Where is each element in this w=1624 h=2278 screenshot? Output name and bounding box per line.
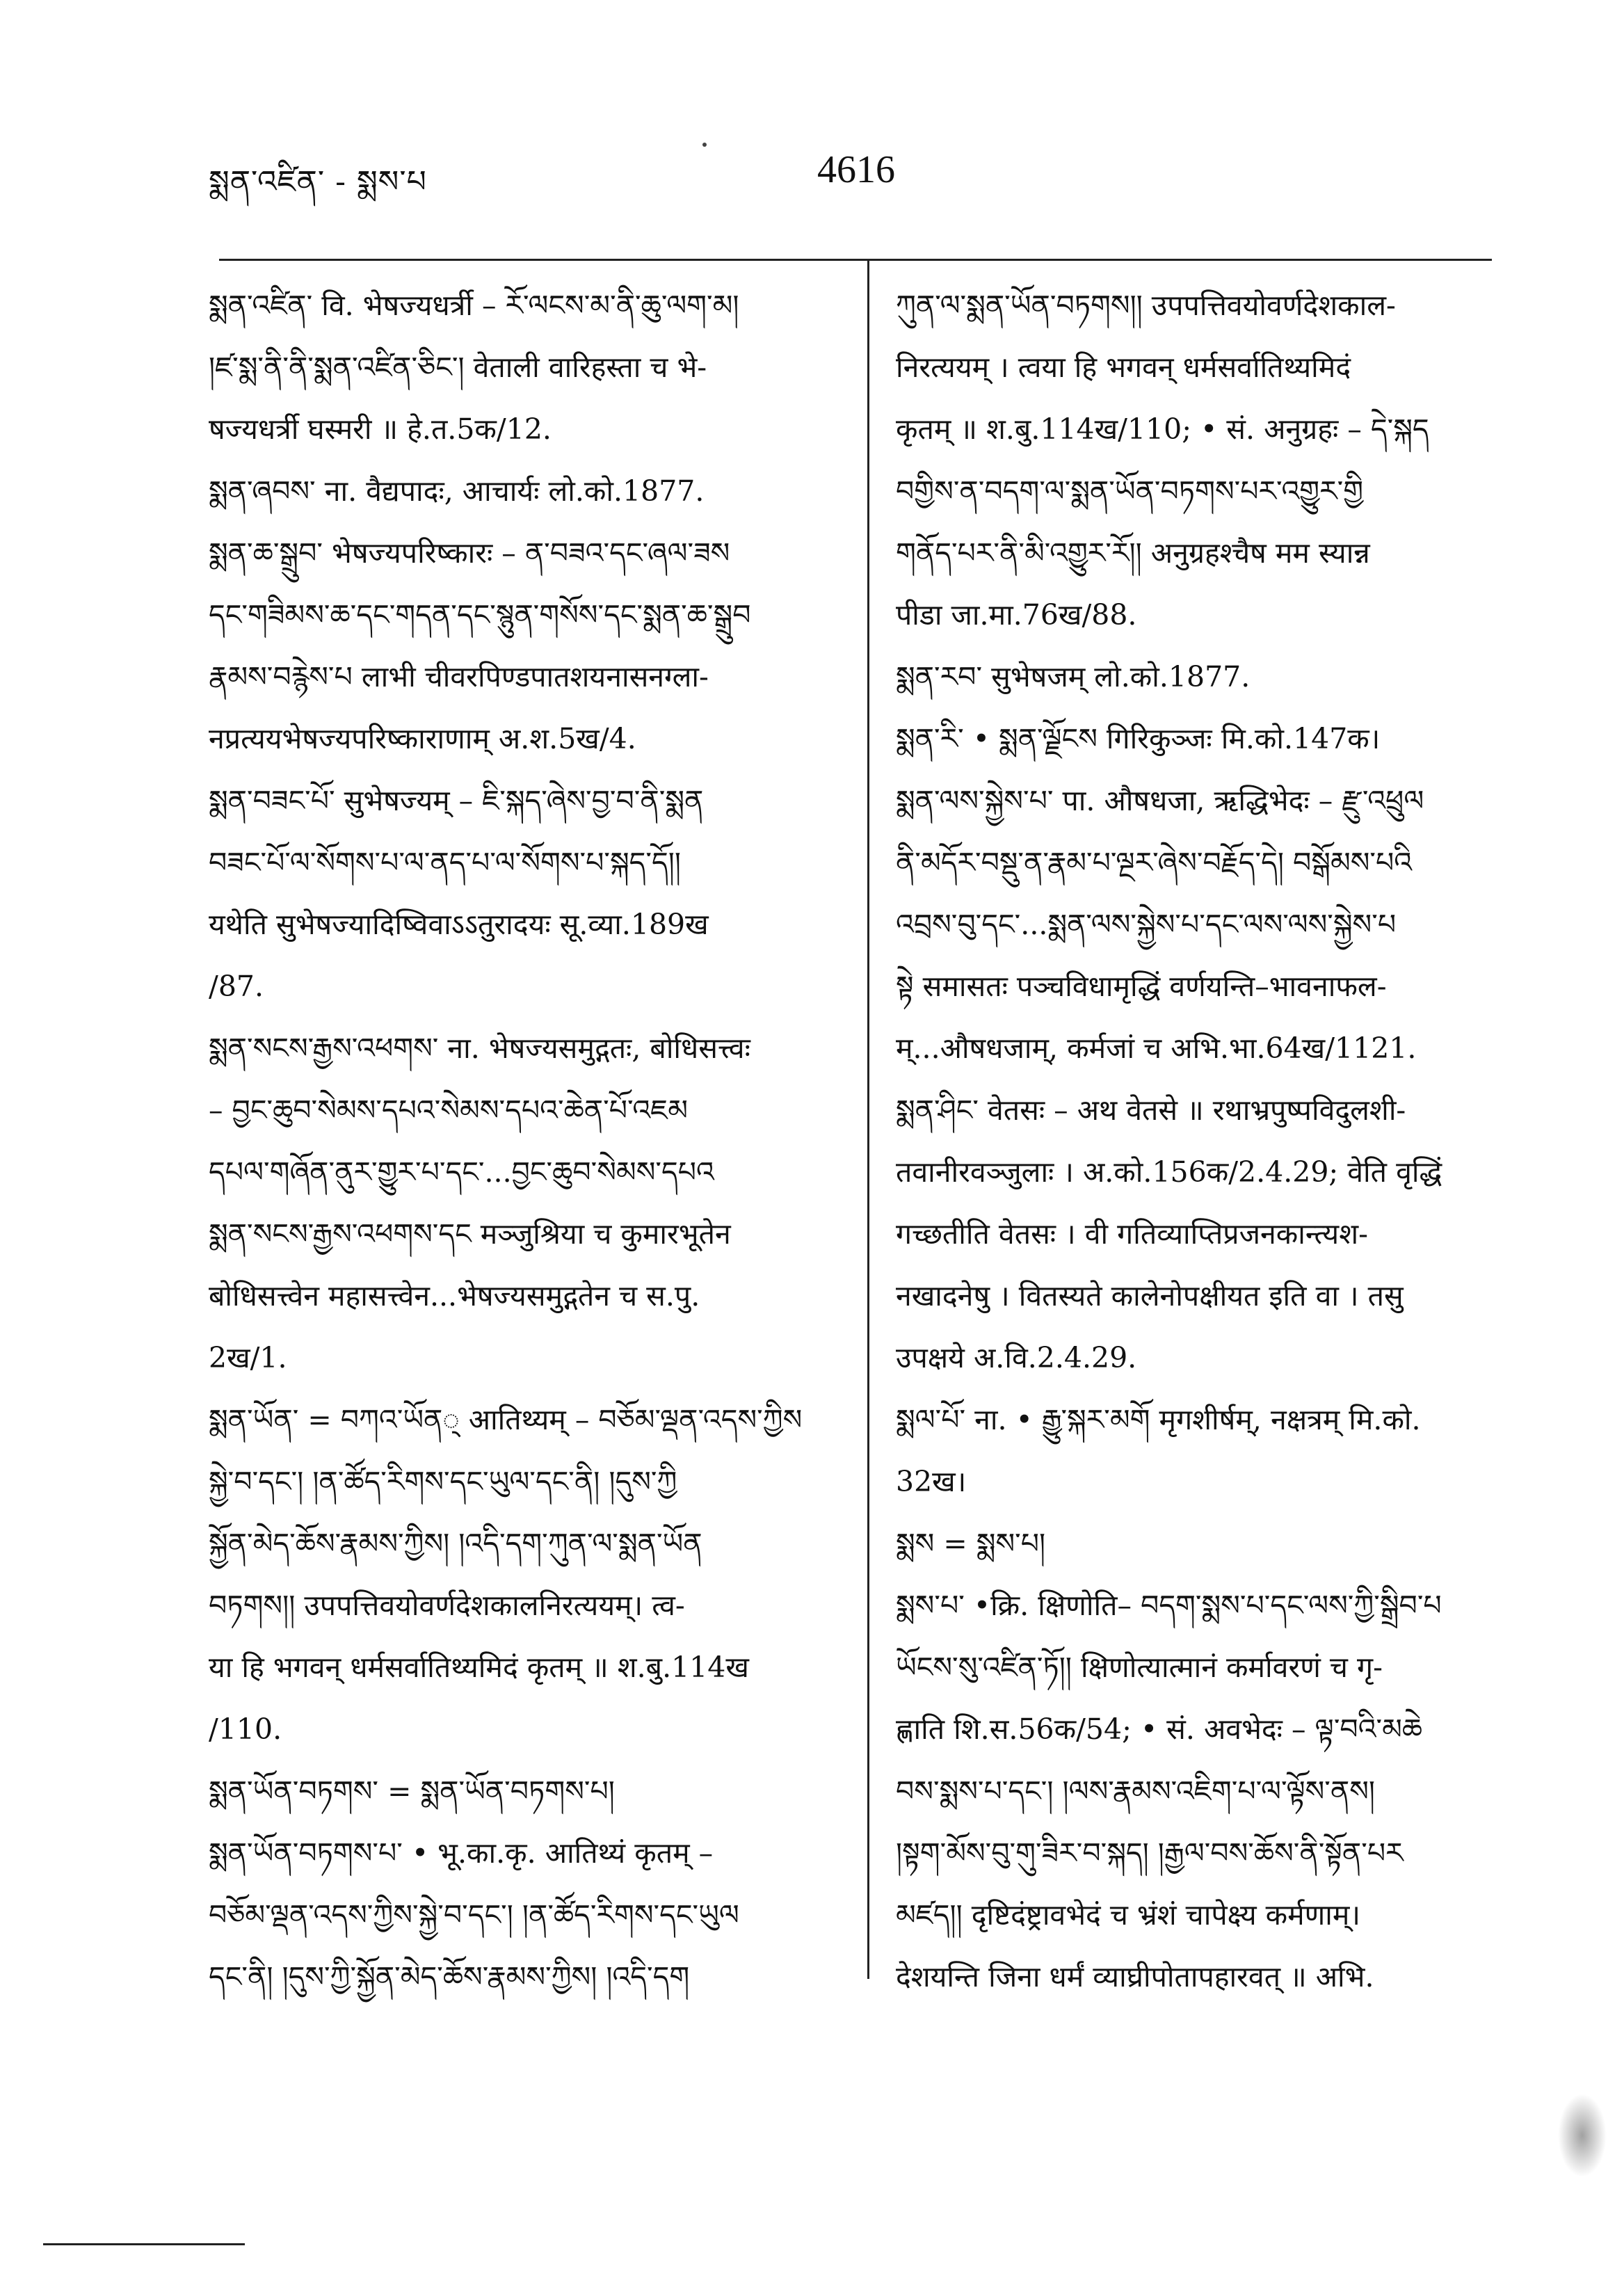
text-line: སྨན་སངས་རྒྱས་འཕགས་དང मञ्जुश्रिया च कुमारभूतेन bbox=[209, 1217, 731, 1251]
text-line: /87. bbox=[209, 970, 264, 1003]
text-line: कृतम् ॥ श.बु.114ख/110; • सं. अनुग्रहः – དེ་སྐད bbox=[896, 412, 1429, 446]
header-rule bbox=[219, 259, 1492, 261]
text-line: 2ख/1. bbox=[209, 1341, 287, 1374]
footer-rule bbox=[43, 2243, 245, 2245]
text-line: यथेति सुभेषज्यादिष्विवाऽऽतुरादयः सू.व्या.189ख bbox=[209, 908, 709, 941]
text-line: བས་སྨས་པ་དང་། །ལས་རྣམས་འཇིག་པ་ལ་ལྟོས་ནས། bbox=[896, 1774, 1376, 1808]
left-column bbox=[209, 275, 838, 2008]
page-number: 4616 bbox=[817, 148, 895, 191]
column-divider bbox=[867, 261, 869, 1979]
text-line: षज्यधर्त्री घस्मरी ॥ हे.त.5क/12. bbox=[209, 412, 552, 446]
scan-dot bbox=[702, 143, 707, 147]
text-line: སྟེ समासतः पञ्चविधामृद्धिं वर्णयन्ति–भावनाफल- bbox=[896, 970, 1387, 1003]
text-line: བཟང་པོ་ལ་སོགས་པ་ལ་ནད་པ་ལ་སོགས་པ་སྐད་དོ།། bbox=[209, 846, 681, 879]
text-line: སྐྱོན་མེད་ཆོས་རྣམས་ཀྱིས། །འདི་དག་ཀུན་ལ་སྨན་ཡོན bbox=[209, 1527, 702, 1560]
text-line: །སྟག་མོས་བུ་གུ་ཟིར་བ་སྐད། །རྒྱལ་བས་ཆོས་ནི་སྟོན་པར bbox=[896, 1836, 1404, 1870]
text-line: །ཛ་སྨ་ནི་ནི་སྨན་འཛིན་ཅིང་། वेताली वारिहस्ता च भे- bbox=[209, 351, 707, 384]
text-line: སྨན་ཡོན་བཏགས་ = སྨན་ཡོན་བཏགས་པ། bbox=[209, 1774, 615, 1808]
text-line: བཅོམ་ལྡན་འདས་ཀྱིས་སྐྱེ་བ་དང་། །ན་ཚོད་རིགས་དང་ཡུལ bbox=[209, 1898, 739, 1932]
right-column bbox=[896, 275, 1497, 2008]
text-line: འབྲས་བུ་དང་...སྨན་ལས་སྐྱེས་པ་དང་ལས་ལས་སྐྱེས་པ bbox=[896, 908, 1397, 941]
text-line: निरत्ययम् । त्वया हि भगवन् धर्मसर्वातिथ्यमिदं bbox=[896, 351, 1351, 384]
text-line: पीडा जा.मा.76ख/88. bbox=[896, 598, 1137, 632]
scan-artifact bbox=[1558, 2094, 1607, 2177]
text-line: སྨས་པ་ •क्रि. क्षिणोति– བདག་སྨས་པ་དང་ལས་ཀྱི་སྒྲིབ་པ bbox=[896, 1589, 1442, 1622]
text-line: སྨན་བཟང་པོ་ सुभेषज्यम् – ཇི་སྐད་ཞེས་བྱ་བ་ནི་སྨན bbox=[209, 784, 704, 817]
text-line: གནོད་པར་ནི་མི་འགྱུར་རོ།། अनुग्रहश्चैष मम स्यान्न bbox=[896, 536, 1370, 570]
text-line: उपक्षये अ.वि.2.4.29. bbox=[896, 1341, 1137, 1374]
text-line: देशयन्ति जिना धर्मं व्याघ्रीपोतापहारवत् ॥ अभि. bbox=[896, 1960, 1374, 1994]
text-line: ཀུན་ལ་སྨན་ཡོན་བཏགས།། उपपत्तिवयोवर्णदेशकाल- bbox=[896, 289, 1396, 322]
running-head: སྨན་འཛིན་ - སྨས་པ bbox=[209, 164, 427, 200]
text-line: तवानीरवञ्जुलाः । अ.को.156क/2.4.29; वेति वृद्धिं bbox=[896, 1155, 1442, 1189]
text-line: ནི་མདོར་བསྡུ་ན་རྣམ་པ་ལྔར་ཞེས་བརྗོད་དེ། བསྒོམས་པའི bbox=[896, 846, 1413, 879]
text-line: ཡོངས་སུ་འཛིན་ཏོ།། क्षिणोत्यात्मानं कर्मावरणं च गृ- bbox=[896, 1651, 1383, 1684]
text-line: नखादनेषु । वितस्यते कालेनोपक्षीयत इति वा । तसु bbox=[896, 1279, 1404, 1313]
text-line: བཏགས།། उपपत्तिवयोवर्णदेशकालनिरत्ययम्। त्व- bbox=[209, 1589, 685, 1622]
text-line: སྨན་ཆ་སྒྲུབ་ भेषज्यपरिष्कारः – ན་བཟའ་དང་ཞལ་ཟས bbox=[209, 536, 730, 570]
text-line: नप्रत्ययभेषज्यपरिष्काराणाम् अ.श.5ख/4. bbox=[209, 722, 636, 755]
text-line: རྣམས་བརྙེས་པ लाभी चीवरपिण्डपातशयनासनग्ला- bbox=[209, 660, 709, 693]
text-line: ह्णाति शि.स.56क/54; • सं. अवभेदः – ལྟ་བའི་མཆེ bbox=[896, 1712, 1423, 1746]
text-line: སྨན་སངས་རྒྱས་འཕགས་ ना. भेषज्यसमुद्गतः, बोधिसत्त्वः bbox=[209, 1032, 750, 1065]
text-line: དང་གཟིམས་ཆ་དང་གདན་དང་སྙུན་གསོས་དང་སྨན་ཆ་སྒྲུབ bbox=[209, 598, 751, 632]
text-line: སྨན་ཞབས་ ना. वैद्यपादः, आचार्यः लो.को.1877. bbox=[209, 474, 705, 508]
text-line: बोधिसत्त्वेन महासत्त्वेन...भेषज्यसमुद्गतेन च स.पु. bbox=[209, 1279, 700, 1313]
text-line: བགྱིས་ན་བདག་ལ་སྨན་ཡོན་བཏགས་པར་འགྱུར་གྱི bbox=[896, 474, 1364, 508]
text-line: དང་ནི། །དུས་ཀྱི་སྐྱོན་མེད་ཆོས་རྣམས་ཀྱིས། །འདི་དག bbox=[209, 1960, 690, 1994]
text-line: སྨན་ཡོན་ = བཀའ་ཡོན् आतिथ्यम् – བཅོམ་ལྡན་འདས་ཀྱིས bbox=[209, 1403, 803, 1436]
text-line: མཛད།། दृष्टिदंष्ट्रावभेदं च भ्रंशं चापेक्ष्य कर्मणाम्। bbox=[896, 1898, 1360, 1932]
text-line: སྐྱེ་བ་དང་། །ན་ཚོད་རིགས་དང་ཡུལ་དང་ནི། །དུས་ཀྱི bbox=[209, 1465, 677, 1498]
text-line: या हि भगवन् धर्मसर्वातिथ्यमिदं कृतम् ॥ श.बु.114ख bbox=[209, 1651, 749, 1684]
text-line: སྨལ་པོ་ ना. • རྒྱུ་སྐར་མགོ मृगशीर्षम्, नक्षत्रम् मि.को. bbox=[896, 1403, 1421, 1436]
text-line: སྨན་ཡོན་བཏགས་པ་ • भू.का.कृ. आतिथ्यं कृतम् – bbox=[209, 1836, 714, 1870]
text-line: དཔལ་གཞོན་ནུར་གྱུར་པ་དང་...བྱང་ཆུབ་སེམས་དཔའ bbox=[209, 1155, 714, 1189]
text-line: སྨན་ལས་སྐྱེས་པ་ पा. औषधजा, ऋद्धिभेदः – རྫུ་འཕྲུལ bbox=[896, 784, 1424, 817]
text-line: 32ख। bbox=[896, 1465, 967, 1498]
text-line: སྨན་འཛིན་ वि. भेषज्यधर्त्री – རོ་ལངས་མ་ནི་ཆུ་ལག་མ། bbox=[209, 289, 739, 322]
text-line: /110. bbox=[209, 1712, 282, 1746]
text-line: སྨན་རབ་ सुभेषजम् लो.को.1877. bbox=[896, 660, 1251, 693]
text-line: སྨན་རི་ • སྨན་ལྗོངས गिरिकुञ्जः मि.को.147क। bbox=[896, 722, 1381, 755]
text-line: སྨས = སྨས་པ། bbox=[896, 1527, 1046, 1560]
text-line: – བྱང་ཆུབ་སེམས་དཔའ་སེམས་དཔའ་ཆེན་པོ་འཇམ bbox=[209, 1093, 688, 1127]
text-line: गच्छतीति वेतसः । वी गतिव्याप्तिप्रजनकान्त्यश- bbox=[896, 1217, 1368, 1251]
text-line: म्...औषधजाम्, कर्मजां च अभि.भा.64ख/1121. bbox=[896, 1032, 1417, 1065]
text-line: སྨན་ཤིང་ वेतसः – अथ वेतसे ॥ रथाभ्रपुष्पविदुलशी- bbox=[896, 1093, 1406, 1127]
